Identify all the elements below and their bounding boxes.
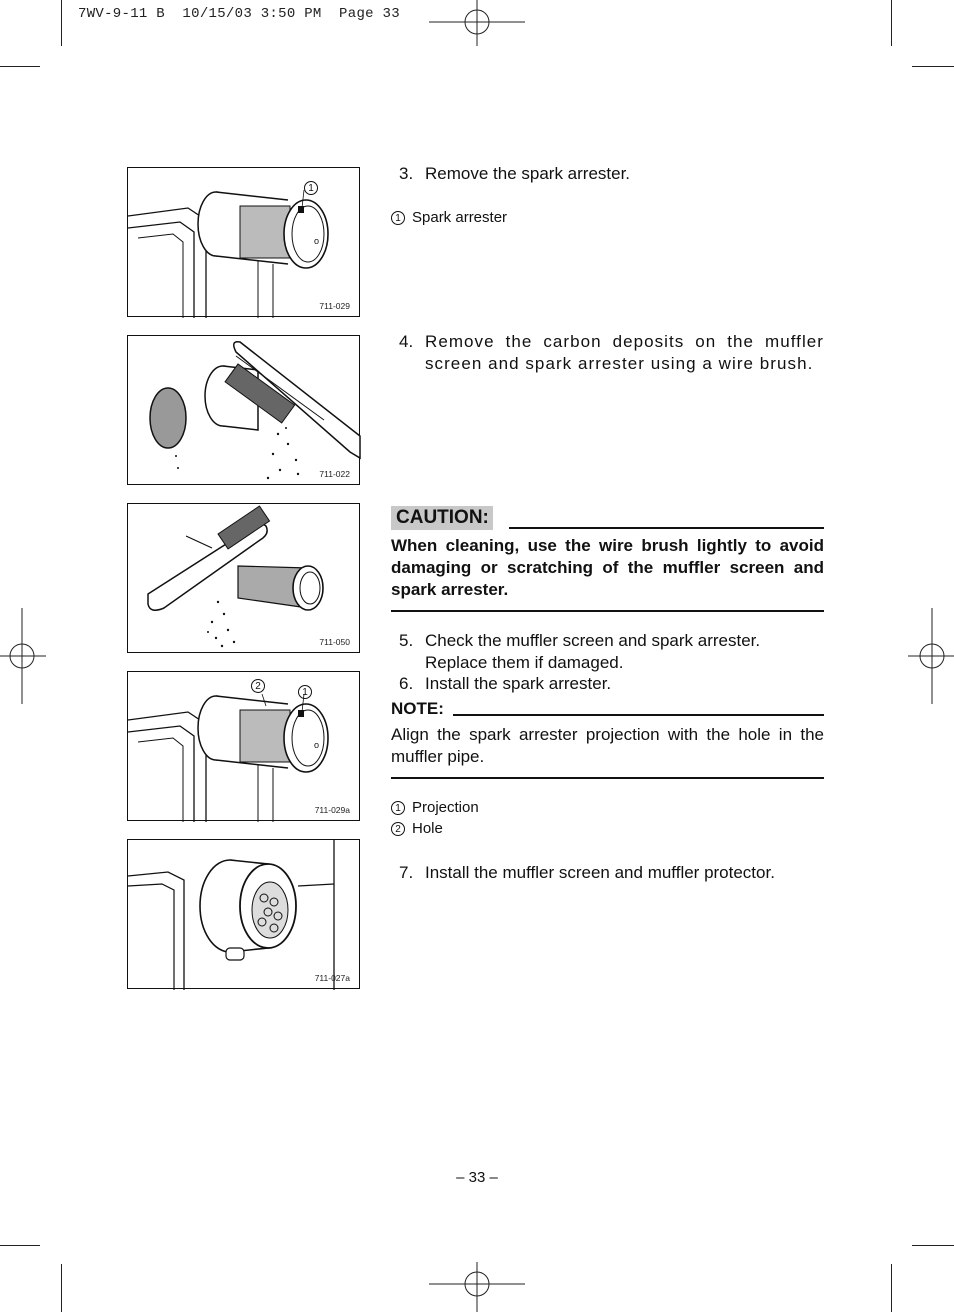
figure-install-spark-arrester bbox=[127, 671, 360, 821]
step-5 bbox=[391, 630, 824, 673]
legend-number: 1 bbox=[391, 801, 405, 815]
registration-mark-left bbox=[0, 608, 46, 704]
legend-spark-arrester bbox=[391, 208, 507, 228]
figure-code: 711-022 bbox=[319, 469, 350, 479]
step-text-line-2: Replace them if damaged. bbox=[425, 652, 624, 672]
step-number: 3. bbox=[399, 164, 414, 183]
crop-mark-top-left-v bbox=[61, 0, 62, 46]
figure-code: 711-050 bbox=[319, 637, 350, 647]
callout-2: 2 bbox=[251, 679, 265, 693]
crop-mark-bottom-right-v bbox=[891, 1264, 892, 1312]
muffler-protector-illustration bbox=[128, 840, 361, 990]
crop-mark-top-right-h bbox=[912, 66, 954, 67]
callout-1: 1 bbox=[304, 181, 318, 195]
note-end-rule bbox=[391, 777, 824, 779]
legend-label: Hole bbox=[412, 820, 443, 837]
step-6 bbox=[391, 673, 824, 695]
wire-brush-illustration bbox=[128, 336, 361, 486]
step-text: Remove the carbon deposits on the muffler screen and spark arrester using a wire brush. bbox=[425, 332, 824, 373]
page-number: – 33 – bbox=[456, 1169, 498, 1186]
registration-mark-top bbox=[429, 0, 525, 48]
crop-mark-bottom-left-v bbox=[61, 1264, 62, 1312]
legend-item bbox=[391, 208, 507, 228]
brush-screen-illustration bbox=[128, 504, 361, 654]
registration-mark-bottom bbox=[429, 1262, 525, 1312]
figure-code: 711-029 bbox=[319, 301, 350, 311]
note-heading bbox=[391, 699, 824, 719]
legend-projection-hole bbox=[391, 798, 479, 839]
legend-label: Projection bbox=[412, 799, 479, 816]
step-number: 6. bbox=[399, 674, 414, 693]
caution-end-rule bbox=[391, 610, 824, 612]
figure-remove-spark-arrester bbox=[127, 167, 360, 317]
registration-mark-right bbox=[908, 608, 954, 704]
caution-label: CAUTION: bbox=[391, 506, 493, 530]
svg-text:o: o bbox=[314, 740, 320, 750]
figure-wire-brush-cleaning bbox=[127, 335, 360, 485]
crop-mark-top-left-h bbox=[0, 66, 40, 67]
legend-item bbox=[391, 819, 479, 839]
step-7 bbox=[391, 862, 824, 884]
note-rule bbox=[453, 714, 824, 716]
note-text: Align the spark arrester projection with the hole in the muffler pipe. bbox=[391, 725, 824, 766]
step-4 bbox=[391, 331, 824, 374]
figure-brush-muffler-screen bbox=[127, 503, 360, 653]
legend-number: 1 bbox=[391, 211, 405, 225]
caution-text: When cleaning, use the wire brush lightly to avoid damaging or scratching of the muffler screen and spark arrester. bbox=[391, 536, 824, 599]
crop-mark-bottom-right-h bbox=[912, 1245, 954, 1246]
legend-label: Spark arrester bbox=[412, 209, 508, 226]
crop-mark-bottom-left-h bbox=[0, 1245, 40, 1246]
svg-text:o: o bbox=[314, 236, 320, 246]
figure-install-muffler-protector bbox=[127, 839, 360, 989]
print-header: 7WV-9-11 B 10/15/03 3:50 PM Page 33 bbox=[78, 6, 400, 22]
legend-number: 2 bbox=[391, 822, 405, 836]
figure-code: 711-027a bbox=[314, 973, 350, 983]
legend-item bbox=[391, 798, 479, 818]
crop-mark-top-right-v bbox=[891, 0, 892, 46]
caution-heading bbox=[391, 506, 824, 530]
step-text: Remove the spark arrester. bbox=[425, 164, 631, 183]
caution-rule bbox=[509, 527, 824, 529]
figure-code: 711-029a bbox=[314, 805, 350, 815]
step-text-line-1: Check the muffler screen and spark arrester. bbox=[425, 631, 761, 650]
step-number: 5. bbox=[399, 631, 414, 650]
step-number: 4. bbox=[399, 332, 414, 351]
step-text: Install the spark arrester. bbox=[425, 674, 612, 693]
step-text: Install the muffler screen and muffler protector. bbox=[425, 863, 775, 882]
step-3 bbox=[391, 163, 824, 185]
callout-1: 1 bbox=[298, 685, 312, 699]
note-label: NOTE: bbox=[391, 699, 444, 718]
projection-hole-illustration bbox=[128, 672, 361, 822]
step-number: 7. bbox=[399, 863, 414, 882]
spark-arrester-illustration bbox=[128, 168, 361, 318]
